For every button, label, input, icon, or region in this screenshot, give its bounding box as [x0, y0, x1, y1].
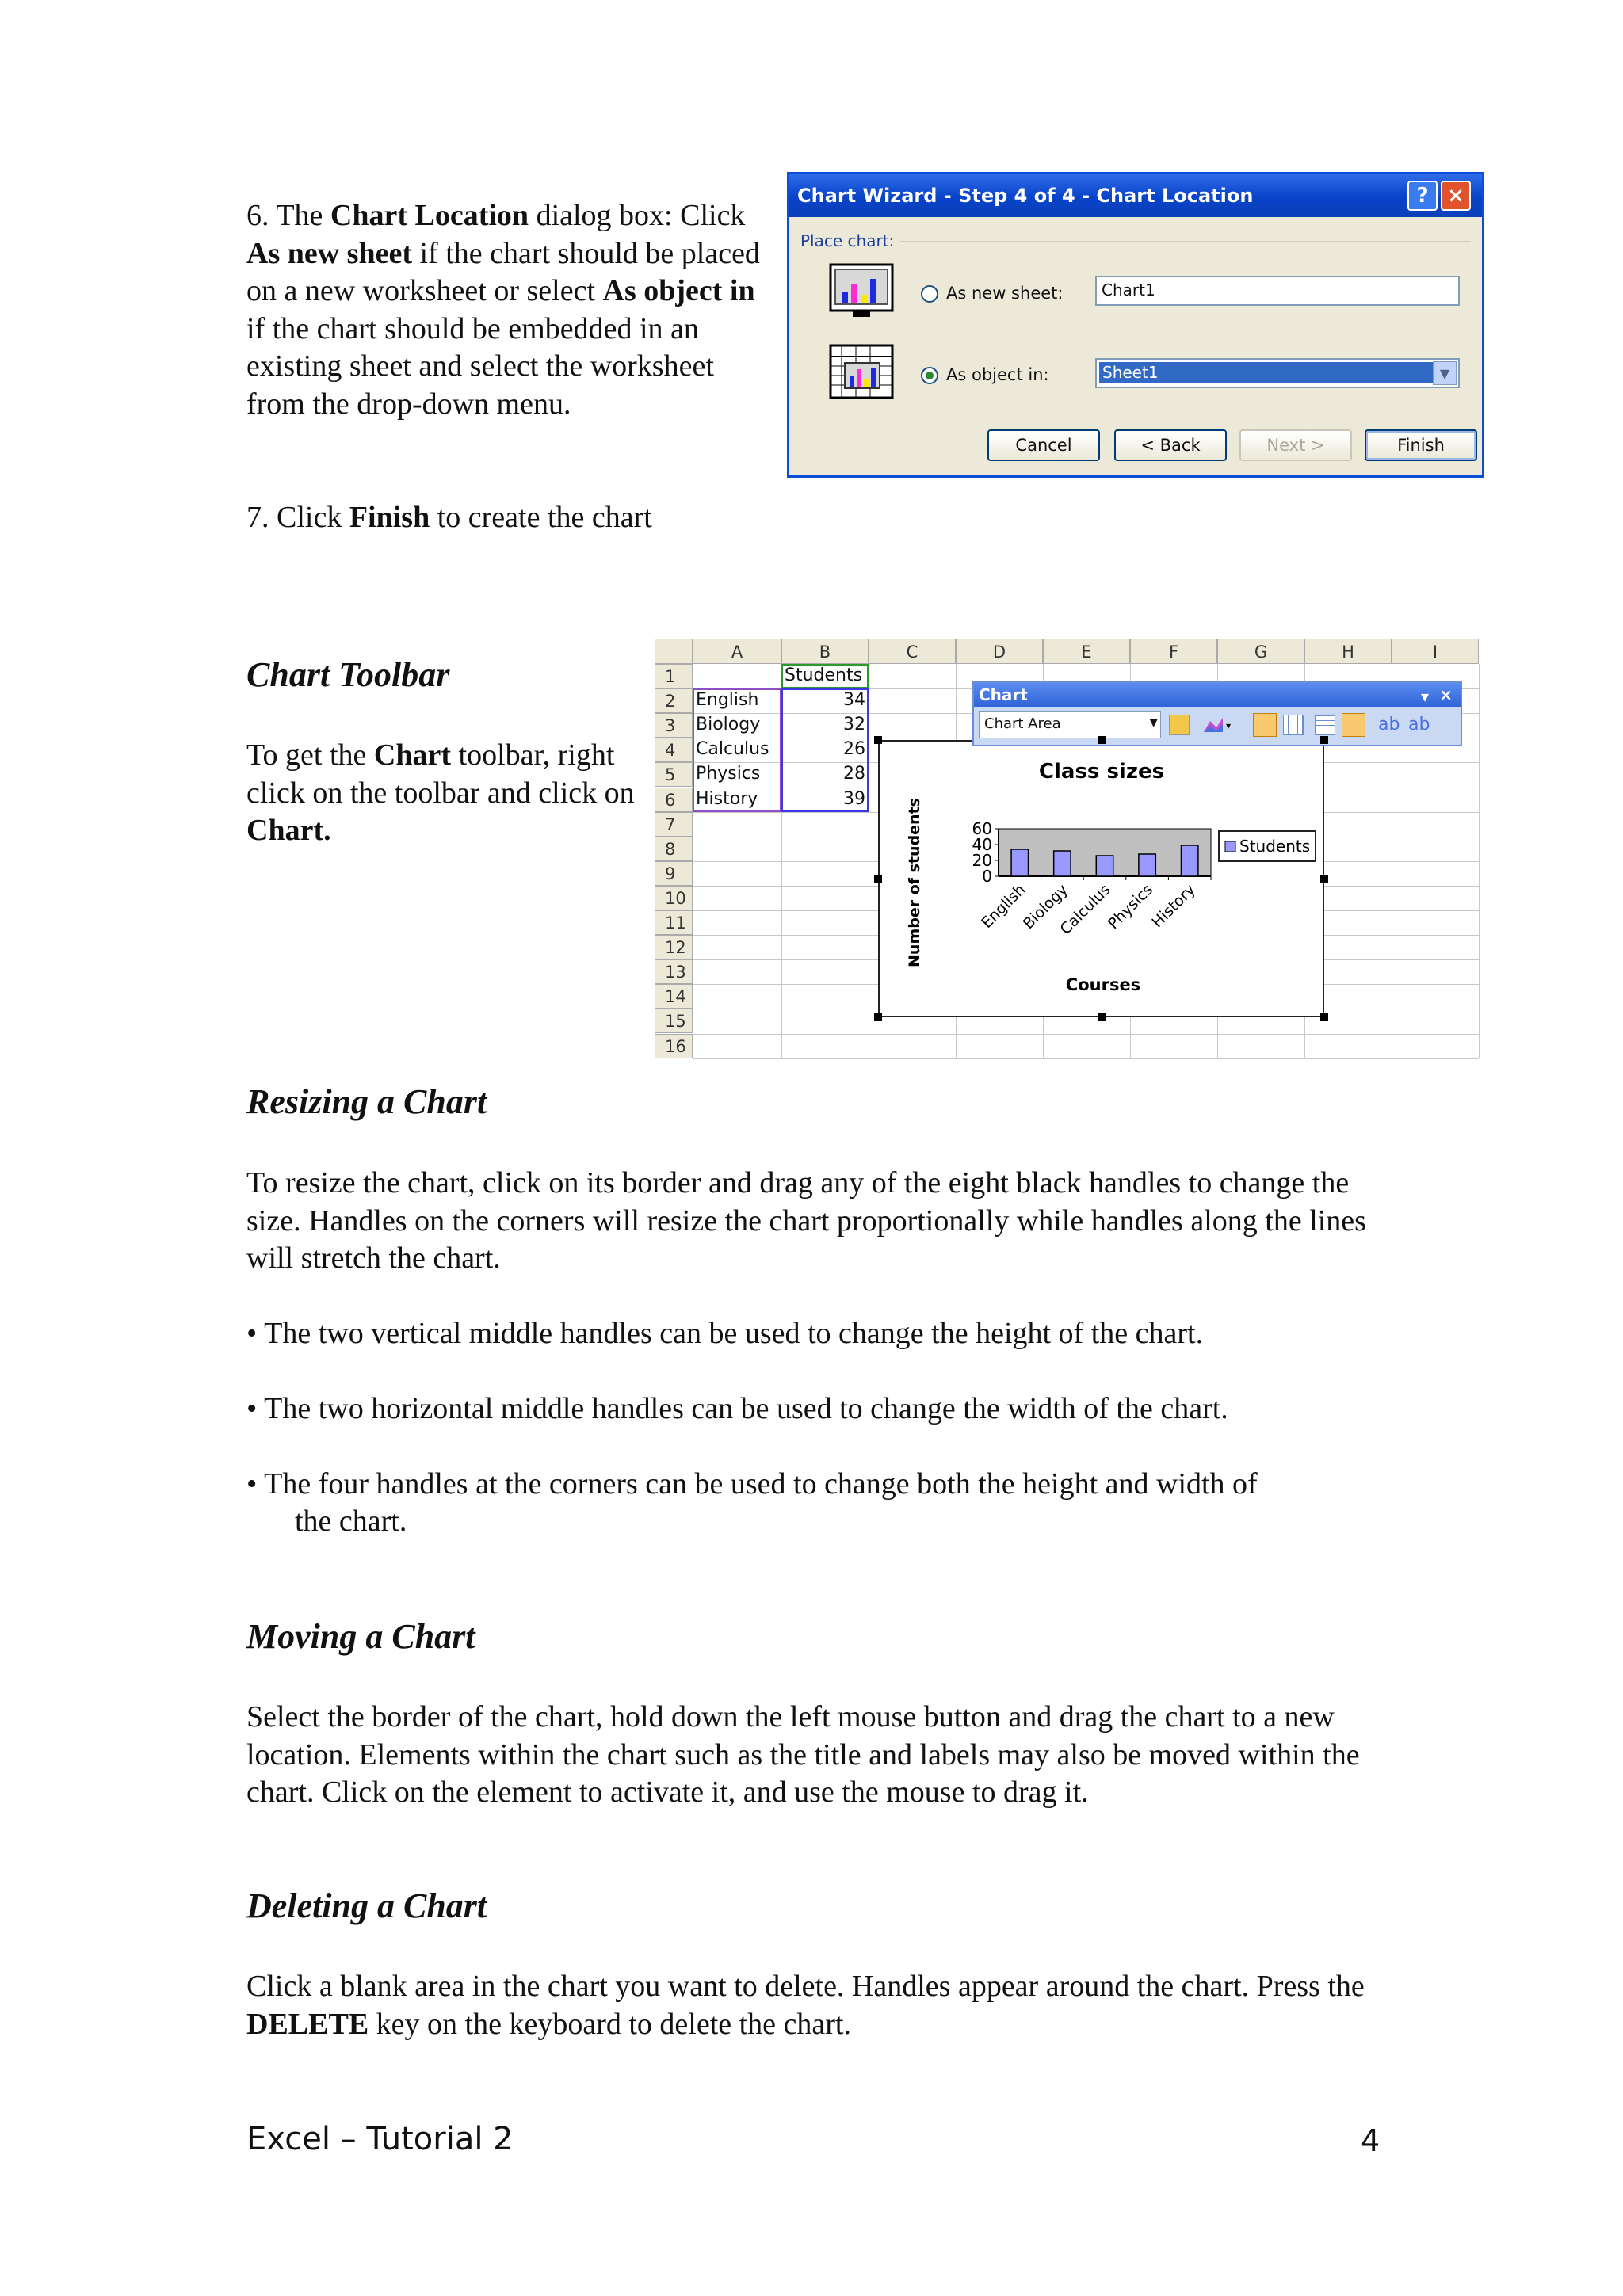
step6-text-1: dialog box: Click [529, 199, 746, 232]
chart-objects-value: Chart Area [984, 715, 1061, 732]
row-header[interactable]: 2 [655, 688, 693, 713]
deleting-text-0: Click a blank area in the chart you want to delete. Handles appear around the chart. Press the [246, 1970, 1365, 2003]
student-count-cell[interactable]: 26 [843, 739, 865, 760]
column-header[interactable]: C [869, 639, 956, 664]
y-tick-label: 60 [972, 819, 992, 838]
resizing-bullet-2: • The two horizontal middle handles can be used to change the width of the chart. [246, 1392, 1228, 1425]
format-chart-area-icon[interactable] [1169, 715, 1190, 735]
deleting-paragraph [246, 1968, 1396, 2043]
step6-paragraph [246, 197, 769, 423]
toolbar-close-icon[interactable]: × [1439, 685, 1453, 704]
resizing-bullet-1: • The two vertical middle handles can be used to change the height of the chart. [246, 1317, 1204, 1350]
step6-text-3: if the chart should be embedded in an existing sheet and select the worksheet from the drop-down menu. [246, 311, 714, 421]
new-sheet-name-input[interactable] [1095, 276, 1460, 306]
column-gridline [1479, 664, 1480, 1058]
resize-handle[interactable] [874, 1013, 882, 1021]
row-header[interactable]: 6 [655, 788, 693, 812]
object-in-icon [829, 344, 894, 404]
resize-handle[interactable] [874, 736, 882, 744]
object-in-select[interactable] [1095, 358, 1460, 388]
row-gridline [693, 1058, 1479, 1059]
chart-location-term: Chart Location [330, 199, 529, 232]
chart-term: Chart [373, 738, 452, 772]
moving-paragraph: Select the border of the chart, hold down the left mouse button and drag the chart to a new location. Elements within the chart such as the title and labels may also be moved within the chart. Click on the element to activate it, and use the mouse to drag it. [246, 1700, 1360, 1809]
angle-text-down-icon[interactable]: ab [1378, 715, 1400, 734]
row-header[interactable]: 5 [655, 762, 693, 787]
column-header[interactable]: D [956, 639, 1043, 664]
chevron-down-icon[interactable]: ▼ [1149, 716, 1158, 729]
finish-term: Finish [349, 501, 430, 534]
new-sheet-name-value: Chart1 [1102, 280, 1155, 299]
deleting-text-1: key on the keyboard to delete the chart. [369, 2007, 851, 2041]
finish-button[interactable] [1365, 429, 1477, 461]
toolbar-text-0: To get the [246, 738, 374, 772]
y-tick-label: 40 [972, 835, 992, 854]
cancel-button[interactable] [987, 429, 1100, 461]
row-header[interactable]: 13 [655, 959, 693, 984]
finish-label: Finish [1397, 436, 1445, 455]
row-header[interactable]: 11 [655, 910, 693, 935]
chart-objects-dropdown[interactable] [979, 711, 1161, 738]
row-header[interactable]: 12 [655, 935, 693, 959]
class-sizes-chart [880, 742, 1323, 1016]
cancel-label: Cancel [1015, 436, 1072, 455]
close-button[interactable] [1441, 181, 1471, 211]
chart-menu-term: Chart. [246, 814, 331, 847]
chart-location-dialog [787, 172, 1484, 478]
select-all-corner[interactable] [655, 639, 693, 664]
step7-number: 7. Click [246, 501, 349, 534]
back-label: < Back [1140, 436, 1201, 455]
step7-text: to create the chart [430, 501, 652, 534]
group-divider [900, 241, 1471, 242]
deleting-heading: Deleting a Chart [246, 1886, 487, 1925]
row-header[interactable]: 8 [655, 837, 693, 861]
new-sheet-icon [829, 263, 894, 322]
by-column-icon[interactable] [1342, 713, 1365, 737]
course-cell[interactable]: English [696, 690, 759, 711]
angle-text-up-icon[interactable]: ab [1408, 715, 1430, 734]
course-cell[interactable]: History [696, 788, 758, 809]
row-header[interactable]: 9 [655, 861, 693, 886]
row-header[interactable]: 14 [655, 984, 693, 1009]
cell-b1[interactable]: Students [785, 666, 863, 685]
x-tick-label: English [978, 880, 1029, 933]
course-cell[interactable]: Calculus [696, 739, 769, 760]
bar-biology[interactable] [1054, 851, 1071, 876]
step6-text-2: if the chart should be placed on a new worksheet or select [246, 236, 760, 307]
course-cell[interactable]: Biology [696, 715, 761, 735]
x-tick-label: Biology [1019, 880, 1071, 933]
as-object-in-radio[interactable] [921, 367, 938, 384]
row-header[interactable]: 16 [655, 1034, 693, 1058]
as-object-in-label: As object in: [946, 365, 1049, 384]
dialog-titlebar[interactable] [789, 174, 1482, 217]
range-highlight-header [781, 664, 869, 688]
student-count-cell[interactable]: 28 [843, 764, 865, 784]
range-highlight-b [781, 688, 869, 812]
column-header[interactable]: I [1392, 639, 1479, 664]
x-tick-label: History [1148, 880, 1199, 932]
resizing-paragraph: To resize the chart, click on its border and drag any of the eight black handles to change the size. Handles on the corners will resize the chart proportionally while handles along the lines will stretch the chart. [246, 1166, 1366, 1275]
delete-key-term: DELETE [246, 2007, 369, 2041]
chart-type-icon[interactable] [1202, 715, 1234, 735]
row-header[interactable]: 1 [655, 664, 693, 688]
x-axis-title[interactable]: Courses [1065, 975, 1141, 994]
chart-toolbar [972, 681, 1462, 746]
by-row-icon[interactable] [1315, 715, 1335, 735]
back-button[interactable] [1114, 429, 1227, 461]
column-header[interactable]: F [1130, 639, 1217, 664]
as-new-sheet-label: As new sheet: [946, 284, 1064, 303]
svg-text:▾: ▾ [1226, 720, 1232, 731]
column-header[interactable]: G [1217, 639, 1304, 664]
chart-toolbar-heading: Chart Toolbar [246, 655, 450, 694]
resize-handle[interactable] [1320, 736, 1328, 744]
course-cell[interactable]: Physics [696, 764, 761, 784]
legend-swatch [1225, 841, 1235, 852]
next-label: Next > [1266, 436, 1325, 455]
y-tick-label: 20 [972, 851, 992, 870]
row-header[interactable]: 15 [655, 1009, 693, 1033]
chevron-down-icon[interactable]: ▼ [1433, 361, 1457, 385]
as-new-sheet-radio[interactable] [921, 285, 938, 303]
moving-heading: Moving a Chart [246, 1617, 475, 1656]
as-new-sheet-term: As new sheet [246, 236, 412, 270]
student-count-cell[interactable]: 34 [843, 690, 865, 711]
resize-handle[interactable] [1320, 1013, 1328, 1021]
column-header[interactable]: B [781, 639, 869, 664]
chart-toolbar-title: Chart [979, 685, 1028, 704]
legend-toggle-icon[interactable] [1253, 713, 1277, 737]
student-count-cell[interactable]: 32 [843, 715, 865, 735]
row-header[interactable]: 10 [655, 886, 693, 910]
step6-number: 6. The [246, 199, 330, 232]
help-button[interactable] [1407, 181, 1438, 211]
place-chart-label: Place chart: [800, 231, 895, 250]
resize-handle[interactable] [874, 875, 882, 883]
footer-title: Excel – Tutorial 2 [246, 2121, 514, 2157]
resizing-bullet-3: • The four handles at the corners can be used to change both the height and width of [246, 1467, 1258, 1501]
resizing-heading: Resizing a Chart [246, 1082, 487, 1121]
resizing-bullet-3-cont: the chart. [295, 1505, 407, 1538]
row-header[interactable]: 3 [655, 713, 693, 738]
row-header[interactable]: 7 [655, 812, 693, 837]
chart-title[interactable]: Class sizes [1038, 760, 1165, 784]
column-header[interactable]: A [693, 639, 781, 664]
chart-toolbar-titlebar[interactable] [974, 683, 1461, 707]
row-gridline [693, 1034, 1479, 1035]
column-header[interactable]: H [1304, 639, 1392, 664]
dialog-title: Chart Wizard - Step 4 of 4 - Chart Location [797, 185, 1254, 207]
data-table-icon[interactable] [1283, 715, 1304, 735]
page-number: 4 [1361, 2123, 1381, 2158]
range-highlight-a [693, 688, 781, 812]
legend-label: Students [1239, 837, 1311, 856]
object-in-selected-value [1099, 362, 1434, 383]
as-object-in-term: As object in [602, 274, 755, 307]
chart-toolbar-paragraph [246, 737, 643, 850]
help-icon: ? [1416, 184, 1429, 208]
resize-handle[interactable] [1098, 1013, 1106, 1021]
x-tick-label: Calculus [1056, 880, 1114, 939]
object-in-value-text: Sheet1 [1102, 363, 1159, 382]
student-count-cell[interactable]: 39 [843, 788, 865, 809]
column-header[interactable]: E [1043, 639, 1130, 664]
y-axis-title[interactable]: Number of students [906, 798, 923, 967]
resize-handle[interactable] [1320, 875, 1328, 883]
next-button[interactable] [1239, 429, 1352, 461]
bar-english[interactable] [1011, 849, 1028, 876]
close-icon: × [1447, 184, 1465, 208]
y-tick-label: 0 [982, 867, 992, 886]
bar-calculus[interactable] [1096, 856, 1113, 876]
step7-paragraph [246, 499, 769, 537]
row-header[interactable]: 4 [655, 738, 693, 762]
bar-physics[interactable] [1139, 854, 1155, 876]
x-tick-label: Physics [1104, 880, 1157, 933]
bar-history[interactable] [1181, 845, 1197, 876]
resize-handle[interactable] [1098, 736, 1106, 744]
toolbar-options-icon[interactable]: ▾ [1420, 687, 1429, 706]
chart-object[interactable] [878, 740, 1324, 1017]
toolbar-text-1: toolbar, right click on the toolbar and click on [246, 738, 635, 810]
